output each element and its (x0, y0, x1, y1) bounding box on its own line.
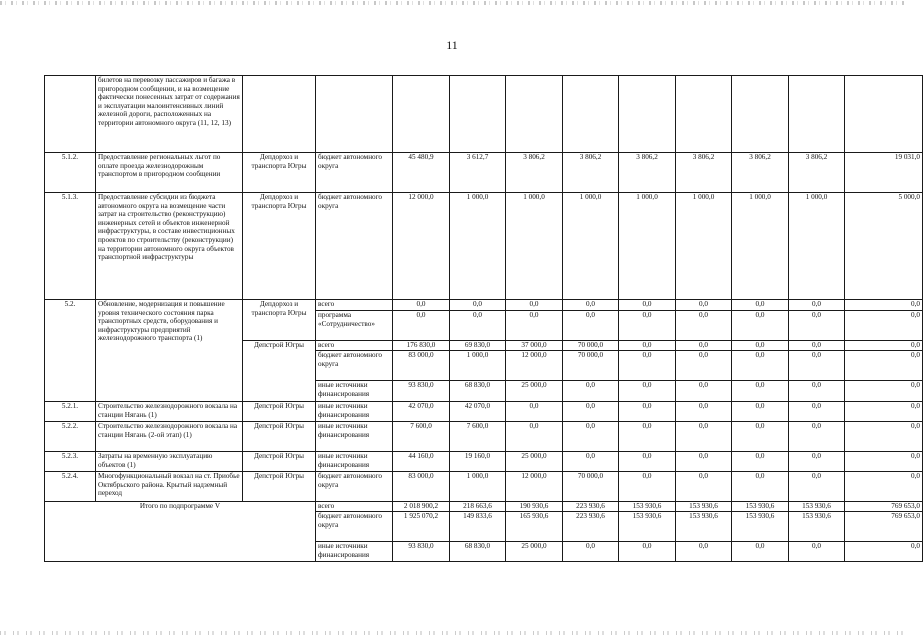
value-cell: 42 070,0 (450, 402, 506, 422)
value-cell: 25 000,0 (506, 542, 563, 562)
value-cell: 2 018 900,2 (393, 502, 450, 512)
table-row (45, 402, 923, 422)
row-number-cell: 5.1.3. (45, 193, 96, 300)
value-cell: 0,0 (506, 311, 563, 341)
value-cell: 0,0 (619, 402, 676, 422)
value-cell: 42 070,0 (393, 402, 450, 422)
responsible-cell: Депдорхоз и транспорта Югры (243, 193, 316, 300)
value-cell: 153 930,6 (732, 502, 789, 512)
row-number-cell: 5.2.3. (45, 452, 96, 472)
row-number-cell: 5.2. (45, 300, 96, 402)
value-cell: 223 930,6 (563, 502, 619, 512)
value-cell: 7 600,0 (393, 422, 450, 452)
table-row (45, 502, 923, 512)
value-cell: 0,0 (845, 341, 923, 351)
table-row (45, 76, 923, 153)
row-name-cell: Многофункциональный вокзал на ст. Приобье Октябрьского района. Крытый надземный переход (96, 472, 243, 502)
value-cell: 153 930,6 (676, 512, 732, 542)
value-cell: 0,0 (845, 472, 923, 502)
value-cell: 0,0 (789, 452, 845, 472)
source-cell: бюджет автономного округа (316, 512, 393, 542)
row-name-cell: Строительство железнодорожного вокзала на станции Нягань (2-ой этап) (1) (96, 422, 243, 452)
value-cell: 190 930,6 (506, 502, 563, 512)
value-cell: 0,0 (563, 402, 619, 422)
source-cell: иные источники финансирования (316, 452, 393, 472)
value-cell: 0,0 (563, 542, 619, 562)
row-number-cell: 5.2.4. (45, 472, 96, 502)
value-cell: 12 000,0 (506, 472, 563, 502)
value-cell: 70 000,0 (563, 351, 619, 381)
value-cell: 0,0 (563, 300, 619, 311)
value-cell: 69 830,0 (450, 341, 506, 351)
value-cell: 68 830,0 (450, 542, 506, 562)
value-cell: 0,0 (732, 422, 789, 452)
source-cell: всего (316, 502, 393, 512)
row-number-cell: 5.2.2. (45, 422, 96, 452)
budget-table (44, 75, 923, 562)
table-row (45, 472, 923, 502)
value-cell: 0,0 (619, 351, 676, 381)
source-cell: всего (316, 300, 393, 311)
scan-edge-top (0, 1, 905, 5)
value-cell: 45 480,9 (393, 153, 450, 193)
value-cell: 0,0 (789, 472, 845, 502)
responsible-cell: Депстрой Югры (243, 452, 316, 472)
responsible-cell: Депдорхоз и транспорта Югры (243, 153, 316, 193)
value-cell: 0,0 (732, 402, 789, 422)
source-cell: бюджет автономного округа (316, 153, 393, 193)
value-cell: 3 612,7 (450, 153, 506, 193)
row-name-cell: Строительство железнодорожного вокзала на станции Нягань (1) (96, 402, 243, 422)
value-cell: 1 000,0 (450, 193, 506, 300)
table-row (45, 153, 923, 193)
value-cell: 0,0 (619, 381, 676, 402)
row-number-cell: 5.2.1. (45, 402, 96, 422)
value-cell: 25 000,0 (506, 452, 563, 472)
value-cell: 0,0 (845, 542, 923, 562)
value-cell: 0,0 (789, 311, 845, 341)
value-cell: 1 000,0 (563, 193, 619, 300)
value-cell: 0,0 (845, 402, 923, 422)
responsible-cell: Депстрой Югры (243, 341, 316, 402)
scan-edge-bottom (0, 631, 905, 635)
value-cell: 0,0 (732, 300, 789, 311)
value-cell: 0,0 (732, 341, 789, 351)
source-cell: бюджет автономного округа (316, 351, 393, 381)
value-cell: 0,0 (393, 300, 450, 311)
value-cell: 0,0 (393, 311, 450, 341)
value-cell: 165 930,6 (506, 512, 563, 542)
value-cell: 19 160,0 (450, 452, 506, 472)
value-cell: 1 000,0 (450, 351, 506, 381)
value-cell: 0,0 (676, 402, 732, 422)
value-cell: 70 000,0 (563, 341, 619, 351)
value-cell: 1 000,0 (789, 193, 845, 300)
source-cell: иные источники финансирования (316, 402, 393, 422)
value-cell: 153 930,6 (789, 502, 845, 512)
value-cell: 153 930,6 (619, 512, 676, 542)
value-cell: 769 653,0 (845, 502, 923, 512)
value-cell: 0,0 (619, 542, 676, 562)
value-cell: 93 830,0 (393, 381, 450, 402)
value-cell: 5 000,0 (845, 193, 923, 300)
row-name-cell: билетов на перевозку пассажиров и багажа в пригородном сообщении, и на возмещение фактически понесенных затрат от содержания и эксплуатации малоинтенсивных линий железной дороги, расположенных на территории автономного округа (11, 12, 13) (96, 76, 243, 153)
source-cell: всего (316, 341, 393, 351)
page-number: 11 (446, 38, 458, 52)
total-label: Итого по подпрограмме V (45, 502, 316, 562)
value-cell: 0,0 (676, 381, 732, 402)
value-cell: 0,0 (563, 452, 619, 472)
source-cell: иные источники финансирования (316, 381, 393, 402)
value-cell: 0,0 (732, 472, 789, 502)
value-cell: 0,0 (676, 311, 732, 341)
value-cell: 3 806,2 (563, 153, 619, 193)
value-cell: 153 930,6 (676, 502, 732, 512)
source-cell: иные источники финансирования (316, 542, 393, 562)
responsible-cell: Депдорхоз и транспорта Югры (243, 300, 316, 341)
value-cell: 0,0 (845, 452, 923, 472)
value-cell: 0,0 (789, 402, 845, 422)
value-cell: 153 930,6 (619, 502, 676, 512)
value-cell: 3 806,2 (619, 153, 676, 193)
row-name-cell: Предоставление региональных льгот по оплате проезда железнодорожным транспортом в пригородном сообщении (96, 153, 243, 193)
value-cell: 44 160,0 (393, 452, 450, 472)
value-cell: 37 000,0 (506, 341, 563, 351)
value-cell: 0,0 (676, 452, 732, 472)
value-cell: 83 000,0 (393, 351, 450, 381)
value-cell: 0,0 (845, 381, 923, 402)
value-cell: 70 000,0 (563, 472, 619, 502)
value-cell: 0,0 (732, 351, 789, 381)
value-cell: 0,0 (676, 351, 732, 381)
value-cell: 218 663,6 (450, 502, 506, 512)
value-cell: 19 031,0 (845, 153, 923, 193)
row-name-cell: Затраты на временную эксплуатацию объектов (1) (96, 452, 243, 472)
value-cell: 12 000,0 (506, 351, 563, 381)
value-cell: 0,0 (732, 381, 789, 402)
value-cell: 0,0 (619, 300, 676, 311)
value-cell: 153 930,6 (732, 512, 789, 542)
value-cell: 0,0 (732, 452, 789, 472)
value-cell: 0,0 (676, 341, 732, 351)
responsible-cell: Депстрой Югры (243, 422, 316, 452)
value-cell: 0,0 (619, 311, 676, 341)
value-cell: 0,0 (732, 542, 789, 562)
source-cell: иные источники финансирования (316, 422, 393, 452)
value-cell: 0,0 (450, 311, 506, 341)
value-cell: 7 600,0 (450, 422, 506, 452)
source-cell: бюджет автономного округа (316, 472, 393, 502)
value-cell: 0,0 (563, 422, 619, 452)
value-cell: 1 925 070,2 (393, 512, 450, 542)
table-row (45, 422, 923, 452)
value-cell: 3 806,2 (506, 153, 563, 193)
value-cell: 0,0 (845, 300, 923, 311)
row-number-cell (45, 76, 96, 153)
value-cell: 0,0 (619, 341, 676, 351)
value-cell: 1 000,0 (450, 472, 506, 502)
value-cell: 0,0 (563, 311, 619, 341)
value-cell: 0,0 (676, 542, 732, 562)
table-row (45, 193, 923, 300)
value-cell: 0,0 (619, 422, 676, 452)
value-cell: 1 000,0 (619, 193, 676, 300)
value-cell: 0,0 (789, 300, 845, 311)
value-cell: 0,0 (845, 311, 923, 341)
source-cell: программа «Сотрудничество» (316, 311, 393, 341)
value-cell: 0,0 (732, 311, 789, 341)
value-cell: 1 000,0 (676, 193, 732, 300)
value-cell: 25 000,0 (506, 381, 563, 402)
table-row (45, 452, 923, 472)
value-cell: 83 000,0 (393, 472, 450, 502)
value-cell: 93 830,0 (393, 542, 450, 562)
row-name-cell: Обновление, модернизация и повышение уровня технического состояния парка транспортных средств, оборудования и инфраструктуры предприятий железнодорожного транспорта (1) (96, 300, 243, 402)
value-cell: 0,0 (845, 422, 923, 452)
value-cell: 0,0 (619, 472, 676, 502)
value-cell: 0,0 (619, 452, 676, 472)
value-cell: 0,0 (789, 381, 845, 402)
value-cell: 68 830,0 (450, 381, 506, 402)
value-cell: 3 806,2 (789, 153, 845, 193)
value-cell: 1 000,0 (506, 193, 563, 300)
value-cell: 12 000,0 (393, 193, 450, 300)
row-number-cell: 5.1.2. (45, 153, 96, 193)
value-cell: 153 930,6 (789, 512, 845, 542)
value-cell: 0,0 (506, 300, 563, 311)
value-cell: 0,0 (676, 472, 732, 502)
responsible-cell: Депстрой Югры (243, 472, 316, 502)
value-cell: 1 000,0 (732, 193, 789, 300)
value-cell: 0,0 (789, 422, 845, 452)
value-cell: 769 653,0 (845, 512, 923, 542)
value-cell: 0,0 (506, 402, 563, 422)
source-cell: бюджет автономного округа (316, 193, 393, 300)
value-cell: 3 806,2 (676, 153, 732, 193)
responsible-cell: Депстрой Югры (243, 402, 316, 422)
value-cell: 0,0 (506, 422, 563, 452)
value-cell: 0,0 (789, 542, 845, 562)
row-name-cell: Предоставление субсидии из бюджета автономного округа на возмещение части затрат на строительство (реконструкцию) инженерных сетей и объектов инженерной инфраструктуры, в составе инвестиционных проектов по строительству (реконструкции) на территории автономного округа объектов транспортной инфраструктуры (96, 193, 243, 300)
value-cell: 176 830,0 (393, 341, 450, 351)
value-cell: 0,0 (563, 381, 619, 402)
value-cell: 149 833,6 (450, 512, 506, 542)
value-cell: 3 806,2 (732, 153, 789, 193)
value-cell: 0,0 (450, 300, 506, 311)
value-cell: 223 930,6 (563, 512, 619, 542)
value-cell: 0,0 (789, 341, 845, 351)
table-row (45, 300, 923, 311)
value-cell: 0,0 (789, 351, 845, 381)
value-cell: 0,0 (676, 300, 732, 311)
value-cell: 0,0 (845, 351, 923, 381)
value-cell: 0,0 (676, 422, 732, 452)
